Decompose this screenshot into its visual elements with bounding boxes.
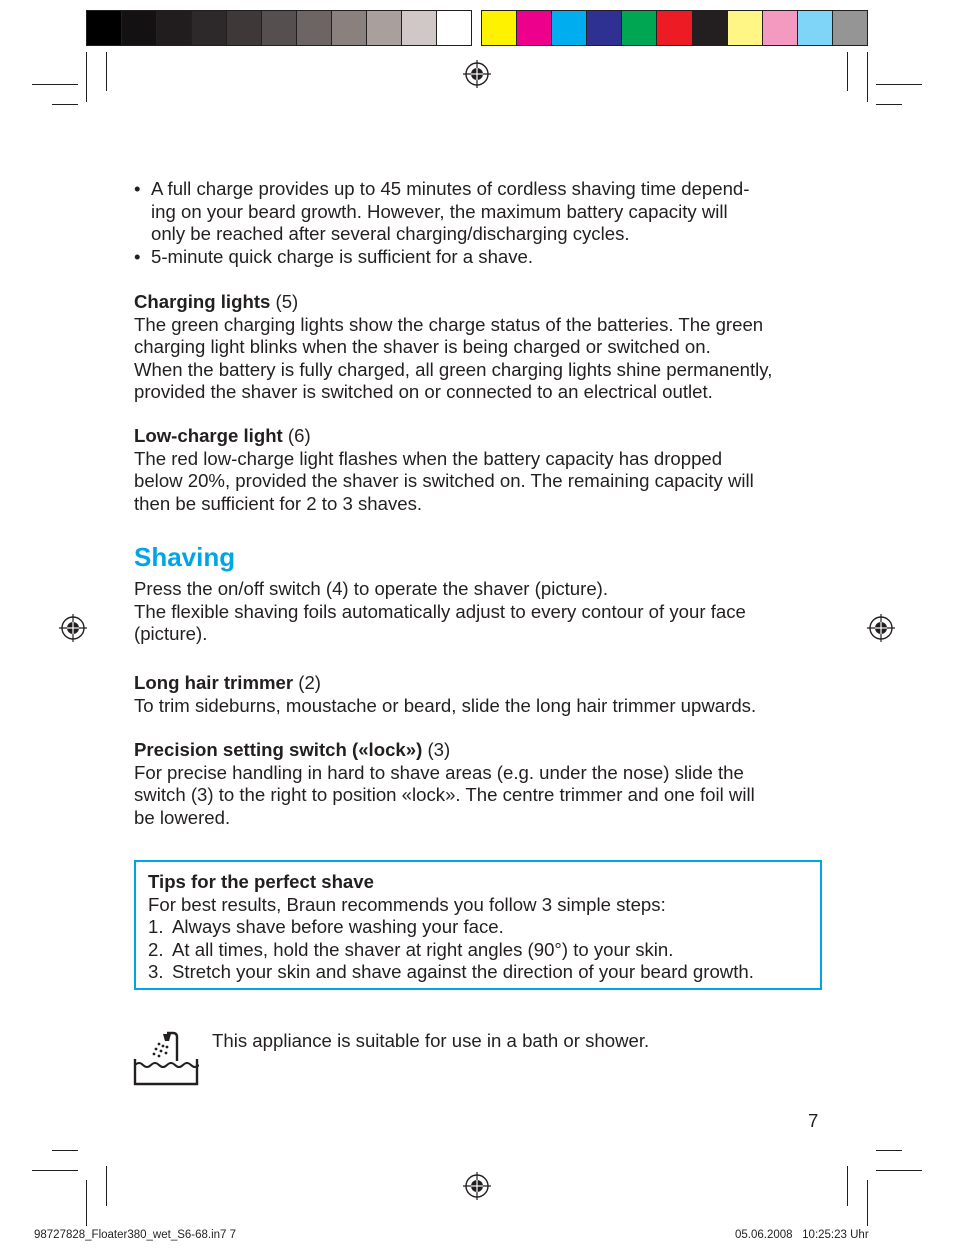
crop-mark (86, 1180, 87, 1226)
bath-shower-icon (133, 1031, 199, 1087)
crop-mark (867, 52, 868, 102)
registration-mark-icon (58, 613, 88, 643)
crop-mark (106, 1166, 107, 1206)
registration-mark-icon (462, 1171, 492, 1201)
paragraph-line: below 20%, provided the shaver is switched on. The remaining capacity will (134, 470, 754, 492)
color-swatch (693, 11, 728, 45)
bullet-line: only be reached after several charging/discharging cycles. (151, 223, 630, 245)
paragraph-line: charging light blinks when the shaver is being charged or switched on. (134, 336, 711, 358)
charging-lights-section (134, 291, 834, 404)
part-reference: (3) (422, 739, 451, 760)
step-text: At all times, hold the shaver at right angles (90°) to your skin. (172, 938, 674, 960)
color-swatch (367, 11, 402, 45)
section-heading: Precision setting switch («lock») (134, 739, 423, 760)
color-swatch (622, 11, 657, 45)
shaving-section (134, 542, 834, 646)
crop-mark (876, 84, 922, 85)
step-number: 2. (148, 938, 164, 960)
trimmer-section (134, 672, 834, 717)
color-swatch (192, 11, 227, 45)
color-swatch (482, 11, 517, 45)
precision-section (134, 739, 834, 829)
bullet-line: • A full charge provides up to 45 minutes of cordless shaving time depend- (151, 178, 750, 199)
paragraph-line: switch (3) to the right to position «lock». The centre trimmer and one foil will (134, 784, 755, 806)
low-charge-section (134, 425, 834, 515)
slug-date: 05.06.2008 (735, 1229, 793, 1241)
crop-mark (32, 1170, 78, 1171)
paragraph-line: For precise handling in hard to shave areas (e.g. under the nose) slide the (134, 761, 744, 783)
crop-mark (32, 84, 78, 85)
color-swatch (332, 11, 367, 45)
paragraph-line: then be sufficient for 2 to 3 shaves. (134, 492, 423, 514)
step-number: 1. (148, 916, 164, 938)
crop-mark (876, 104, 902, 105)
color-swatch (227, 11, 262, 45)
tips-intro: For best results, Braun recommends you follow 3 simple steps: (148, 893, 666, 915)
part-reference: (6) (282, 425, 311, 446)
crop-mark (52, 1150, 78, 1151)
bullet-line: ing on your beard growth. However, the maximum battery capacity will (151, 200, 728, 222)
bullet-line: • 5-minute quick charge is sufficient for a shave. (151, 245, 534, 267)
part-reference: (2) (293, 672, 321, 693)
color-swatch (437, 11, 471, 45)
crop-mark (86, 52, 87, 102)
section-heading: Charging lights (134, 291, 271, 312)
intro-section (134, 178, 834, 268)
color-swatch (517, 11, 552, 45)
slug-time: 10:25:23 Uhr (802, 1229, 869, 1241)
color-swatch (552, 11, 587, 45)
crop-mark (106, 52, 107, 91)
crop-mark (847, 52, 848, 91)
registration-mark-icon (462, 59, 492, 89)
slug-timestamp (735, 1228, 869, 1242)
color-swatch (297, 11, 332, 45)
paragraph-line: The flexible shaving foils automatically adjust to every contour of your face (134, 600, 746, 622)
paragraph-line: Press the on/off switch (4) to operate the shaver (picture). (134, 578, 609, 599)
color-swatch (262, 11, 297, 45)
paragraph-line: be lowered. (134, 806, 231, 828)
color-swatch (157, 11, 192, 45)
color-swatch (798, 11, 833, 45)
grayscale-color-bar (86, 10, 472, 46)
crop-mark (876, 1170, 922, 1171)
crop-mark (867, 1180, 868, 1226)
color-swatch (402, 11, 437, 45)
bullet-item (134, 178, 834, 246)
paragraph-line: To trim sideburns, moustache or beard, slide the long hair trimmer upwards. (134, 694, 757, 716)
tips-list (148, 916, 808, 984)
list-item (148, 916, 808, 939)
page-number: 7 (808, 1110, 819, 1131)
tips-box (134, 860, 822, 990)
bath-note-text: This appliance is suitable for use in a bath or shower. (212, 1030, 650, 1051)
crop-mark (847, 1166, 848, 1206)
color-swatch (122, 11, 157, 45)
step-text: Stretch your skin and shave against the direction of your beard growth. (172, 961, 754, 983)
color-swatch (833, 11, 867, 45)
step-text: Always shave before washing your face. (172, 916, 504, 938)
crop-mark (876, 1150, 902, 1151)
section-heading: Long hair trimmer (134, 672, 294, 693)
color-swatch (763, 11, 798, 45)
paragraph-line: provided the shaver is switched on or connected to an electrical outlet. (134, 381, 713, 403)
registration-mark-icon (866, 613, 896, 643)
color-swatch (587, 11, 622, 45)
color-swatch (728, 11, 763, 45)
crop-mark (52, 104, 78, 105)
page-title: Shaving (134, 542, 236, 572)
process-color-bar (481, 10, 868, 46)
paragraph-line: (picture). (134, 623, 208, 645)
step-number: 3. (148, 961, 164, 983)
paragraph-line: The red low-charge light flashes when the battery capacity has dropped (134, 447, 723, 469)
slug-filename: 98727828_Floater380_wet_S6-68.in7 7 (34, 1229, 237, 1241)
section-heading: Low-charge light (134, 425, 283, 446)
list-item (148, 939, 808, 962)
color-swatch (657, 11, 692, 45)
paragraph-line: When the battery is fully charged, all green charging lights shine permanently, (134, 358, 773, 380)
part-reference: (5) (270, 291, 299, 312)
bullet-item (134, 246, 834, 269)
color-swatch (87, 11, 122, 45)
tips-heading: Tips for the perfect shave (148, 871, 374, 892)
list-item (148, 961, 808, 984)
paragraph-line: The green charging lights show the charge status of the batteries. The green (134, 313, 764, 335)
